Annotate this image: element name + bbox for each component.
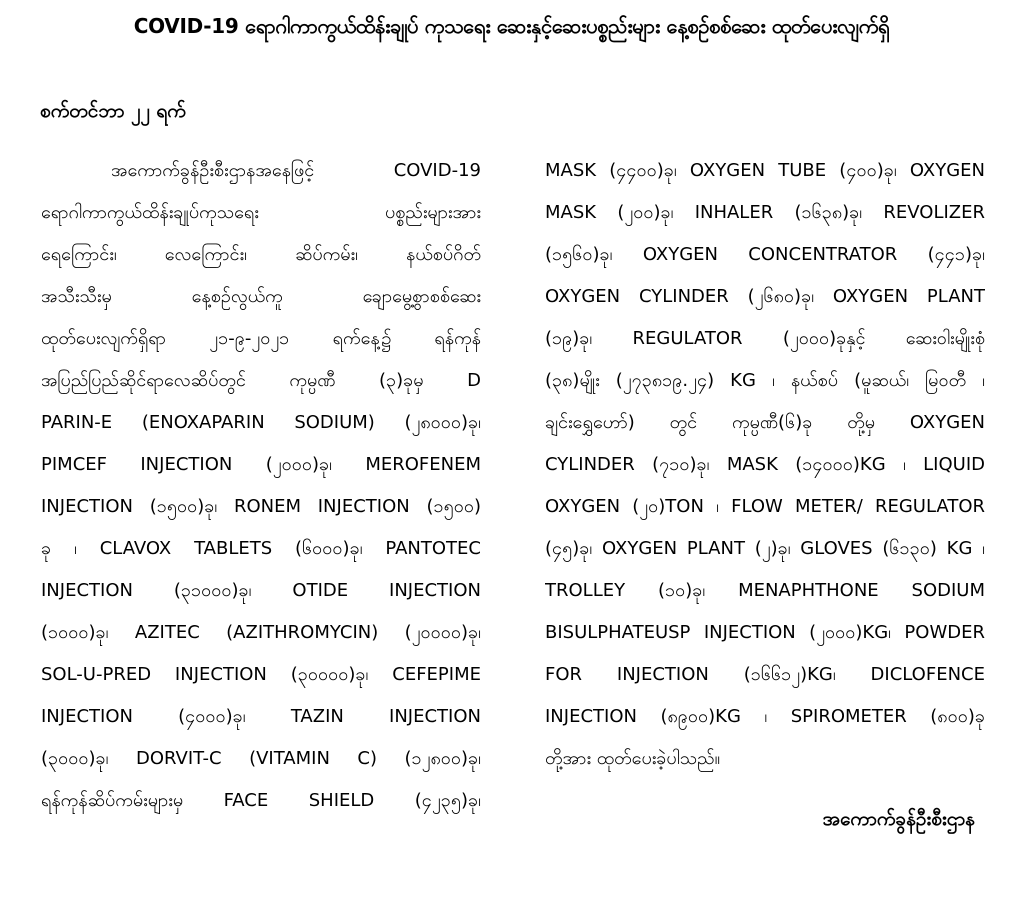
left-line-16: ရန်ကုန်ဆိပ်ကမ်းများမှ FACE SHIELD (၄၂၃၅)ခု၊ bbox=[41, 790, 481, 811]
right-text-column bbox=[545, 150, 985, 780]
left-line-6: အပြည်ပြည်ဆိုင်ရာလေဆိပ်တွင် ကုမ္ပဏီ (၃)ခုမှ D bbox=[41, 370, 481, 391]
left-line-12: (၁၀၀၀)ခု၊ AZITEC (AZITHROMYCIN) (၂၀၀၀၀)ခု၊ bbox=[41, 622, 481, 643]
left-line-1: အကောက်ခွန်ဦးစီးဌာနအနေဖြင့် COVID-19 bbox=[111, 160, 481, 181]
left-line-3: ရေကြောင်း၊ လေကြောင်း၊ ဆိပ်ကမ်း၊ နယ်စပ်ဂိတ် bbox=[41, 244, 481, 265]
right-line-3: (၁၅၆၀)ခု၊ OXYGEN CONCENTRATOR (၄၄၁)ခု၊ bbox=[545, 244, 985, 265]
right-line-10: (၄၅)ခု၊ OXYGEN PLANT (၂)ခု၊ GLOVES (၆၁၃၀) KG ၊ bbox=[545, 538, 985, 559]
right-line-1: MASK (၄၄၀၀)ခု၊ OXYGEN TUBE (၄၀၀)ခု၊ OXYGEN bbox=[545, 160, 985, 181]
left-line-10: ခု ၊ CLAVOX TABLETS (၆၀၀၀)ခု၊ PANTOTEC bbox=[41, 538, 481, 559]
left-line-13: SOL-U-PRED INJECTION (၃၀၀၀၀)ခု၊ CEFEPIME bbox=[41, 664, 481, 685]
left-text-column bbox=[41, 150, 481, 822]
right-line-7: ချင်းရွှေဟော်) တွင် ကုမ္ပဏီ(၆)ခု တို့မှ OXYGEN bbox=[545, 412, 985, 433]
dateline: စက်တင်ဘာ ၂၂ ရက် bbox=[40, 100, 186, 122]
right-line-9: OXYGEN (၂၀)TON ၊ FLOW METER/ REGULATOR bbox=[545, 496, 985, 517]
left-line-11: INJECTION (၃၁၀၀၀)ခု၊ OTIDE INJECTION bbox=[41, 580, 481, 601]
left-line-7: PARIN-E (ENOXAPARIN SODIUM) (၂၈၀၀၀)ခု၊ bbox=[41, 412, 481, 433]
right-line-14: INJECTION (၈၉၀၀)KG ၊ SPIROMETER (၈၀၀)ခု bbox=[545, 706, 985, 727]
right-line-8: CYLINDER (၇၁၀)ခု၊ MASK (၁၄၀၀၀)KG ၊ LIQUID bbox=[545, 454, 985, 475]
right-line-6: (၃၈)မျိုး (၂၇၃၈၁၉.၂၄) KG ၊ နယ်စပ် (မူဆယ်၊ မြဝတီ ၊ bbox=[545, 370, 985, 391]
left-line-4: အသီးသီးမှ နေ့စဉ်လွယ်ကူ ချောမွေ့စွာစစ်ဆေး bbox=[41, 286, 481, 307]
left-line-2: ရောဂါကာကွယ်ထိန်းချုပ်ကုသရေး ပစ္စည်းများအား bbox=[41, 202, 481, 223]
left-line-14: INJECTION (၄၀၀၀)ခု၊ TAZIN INJECTION bbox=[41, 706, 481, 727]
left-line-5: ထုတ်ပေးလျက်ရှိရာ ၂၁-၉-၂၀၂၁ ရက်နေ့၌ ရန်ကုန် bbox=[41, 328, 481, 349]
right-line-2: MASK (၂၀၀)ခု၊ INHALER (၁၆၃၈)ခု၊ REVOLIZER bbox=[545, 202, 985, 223]
issuing-department: အကောက်ခွန်ဦးစီးဌာန bbox=[822, 808, 975, 830]
document-title: COVID-19 ရောဂါကာကွယ်ထိန်းချုပ် ကုသရေး ဆေးနှင့်ဆေးပစ္စည်းများ နေ့စဉ်စစ်ဆေး ထုတ်ပေးလျက်ရှိ bbox=[133, 14, 890, 38]
right-line-15: တို့အား ထုတ်ပေးခဲ့ပါသည်။ bbox=[545, 748, 721, 769]
left-line-15: (၃၀၀၀)ခု၊ DORVIT-C (VITAMIN C) (၁၂၈၀၀)ခု၊ bbox=[41, 748, 481, 769]
right-line-13: FOR INJECTION (၁၆၆၁၂)KG၊ DICLOFENCE bbox=[545, 664, 985, 685]
right-line-11: TROLLEY (၁၀)ခု၊ MENAPHTHONE SODIUM bbox=[545, 580, 985, 601]
right-line-4: OXYGEN CYLINDER (၂၆၈၀)ခု၊ OXYGEN PLANT bbox=[545, 286, 985, 307]
left-line-8: PIMCEF INJECTION (၂၀၀၀)ခု၊ MEROFENEM bbox=[41, 454, 481, 475]
right-line-12: BISULPHATEUSP INJECTION (၂၀၀၀)KG၊ POWDER bbox=[545, 622, 985, 643]
right-line-5: (၁၉)ခု၊ REGULATOR (၂၀၀၀)ခုနှင့် ဆေးဝါးမျိုးစုံ bbox=[545, 328, 985, 349]
left-line-9: INJECTION (၁၅၀၀)ခု၊ RONEM INJECTION (၁၅၀၀) bbox=[41, 496, 481, 517]
